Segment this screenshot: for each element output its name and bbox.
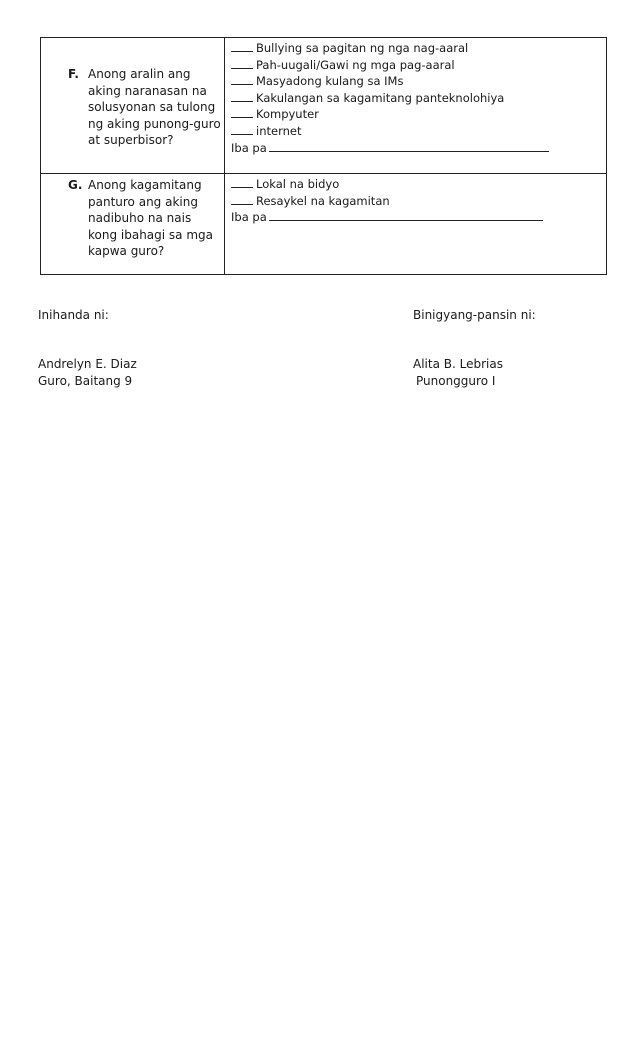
option-label: Bullying sa pagitan ng nga nag-aaral: [256, 41, 469, 55]
option-label: Resaykel na kagamitan: [256, 193, 390, 208]
checkbox-blank[interactable]: [231, 90, 253, 102]
other-item: [231, 209, 606, 226]
option-item: [231, 193, 606, 210]
noted-by-title: Punongguro I: [416, 374, 496, 388]
checkbox-blank[interactable]: [231, 57, 253, 69]
checkbox-blank[interactable]: [231, 73, 253, 85]
option-item: [231, 57, 606, 74]
option-item: [231, 90, 606, 107]
other-label: Iba pa: [231, 210, 267, 225]
question-row-g: [41, 174, 607, 275]
question-cell: [41, 38, 225, 174]
option-label: Masyadong kulang sa IMs: [256, 74, 404, 89]
question-letter: F.: [68, 67, 79, 81]
checkbox-blank[interactable]: [231, 40, 253, 52]
noted-by-label: Binigyang-pansin ni:: [413, 308, 536, 322]
option-label: Pah-uugali/Gawi ng mga pag-aaral: [256, 57, 455, 72]
checkbox-blank[interactable]: [231, 123, 253, 135]
checkbox-blank[interactable]: [231, 106, 253, 118]
option-item: [231, 73, 606, 90]
option-label: internet: [256, 123, 302, 138]
checkbox-blank[interactable]: [231, 193, 253, 205]
question-cell: [41, 174, 225, 275]
prepared-by-name: Andrelyn E. Diaz: [38, 357, 137, 371]
option-item: [231, 176, 606, 193]
other-item: [231, 140, 606, 157]
other-label: Iba pa: [231, 140, 267, 155]
option-label: Kompyuter: [256, 107, 319, 122]
question-text: Anong kagamitang panturo ang aking nadibuho na nais kong ibahagi sa mga kapwa guro?: [88, 178, 214, 258]
option-item: [231, 40, 606, 57]
question-row-f: [41, 38, 607, 174]
option-label: Lokal na bidyo: [256, 177, 340, 191]
other-fill-line[interactable]: [269, 209, 543, 221]
option-item: [231, 123, 606, 140]
noted-by-name: Alita B. Lebrias: [413, 357, 503, 371]
prepared-by-title: Guro, Baitang 9: [38, 374, 133, 388]
questionnaire-table: [40, 37, 607, 275]
other-fill-line[interactable]: [269, 140, 549, 152]
answer-cell: [225, 38, 607, 174]
question-letter: G.: [68, 178, 83, 192]
option-label: Kakulangan sa kagamitang panteknolohiya: [256, 90, 505, 105]
answer-cell: [225, 174, 607, 275]
option-item: [231, 106, 606, 123]
prepared-by-label: Inihanda ni:: [38, 308, 109, 322]
question-text: Anong aralin ang aking naranasan na solusyonan sa tulong ng aking punong-guro at superbisor?: [88, 67, 221, 147]
checkbox-blank[interactable]: [231, 176, 253, 188]
